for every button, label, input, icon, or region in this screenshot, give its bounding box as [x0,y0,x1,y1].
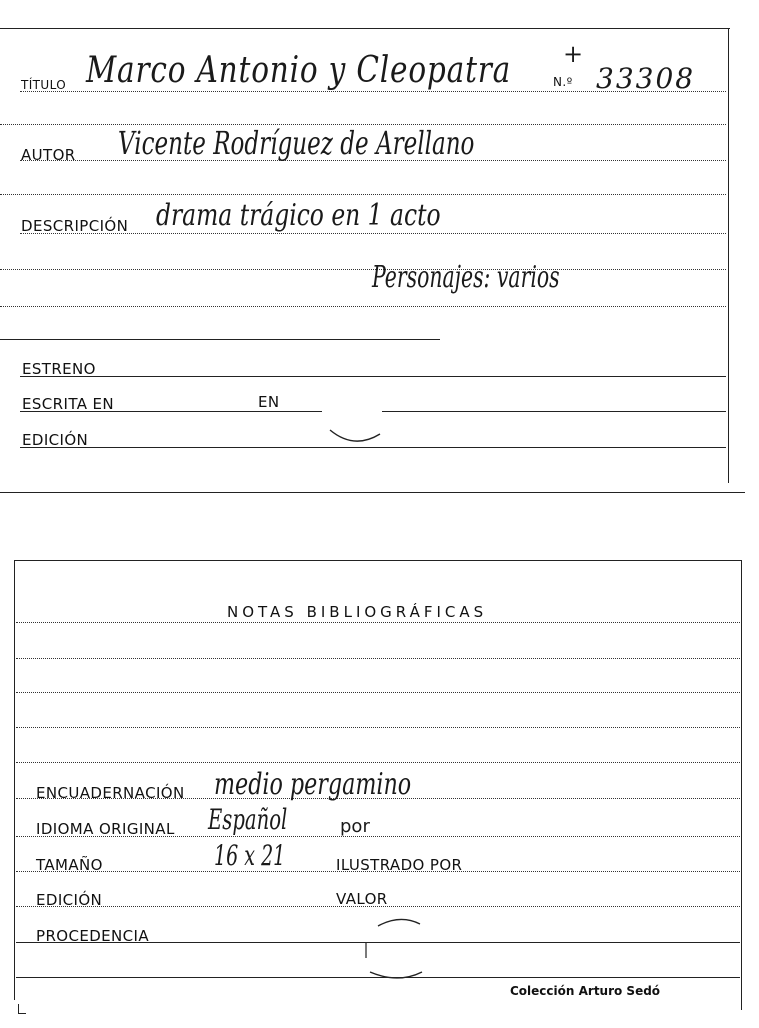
tamano-label: TAMAÑO [36,856,103,874]
descripcion-value: drama trágico en 1 acto [156,198,441,233]
estreno-label: ESTRENO [22,360,96,378]
idioma-label: IDIOMA ORIGINAL [36,820,175,838]
ruled-line [0,269,726,270]
card-top-border [0,28,730,29]
edicion-label: EDICIÓN [22,431,89,449]
numero-label: N.º [553,75,573,89]
encuadernacion-label: ENCUADERNACIÓN [36,784,185,802]
ruled-line [16,762,740,763]
autor-label: AUTOR [21,146,76,164]
catalog-card-top [0,28,745,493]
ilustrado-label: ILUSTRADO POR [336,856,463,874]
numero-value: 33308 [596,62,696,95]
ruled-line [0,194,726,195]
encuadernacion-value: medio pergamino [214,767,412,802]
ruled-line [0,339,440,340]
card-right-edge [741,560,742,1010]
titulo-value: Marco Antonio y Cleopatra [86,50,512,91]
ruled-line [16,727,740,728]
valor-label: VALOR [336,890,388,908]
edicion-label: EDICIÓN [36,891,103,909]
idioma-value: Español [208,803,288,836]
procedencia-label: PROCEDENCIA [36,927,150,945]
por-label: por [340,816,370,837]
ruled-line [0,306,726,307]
titulo-label: TÍTULO [21,78,67,92]
ruled-line [16,692,740,693]
card-right-edge [728,28,729,483]
credit-text: Colección Arturo Sedó [510,984,661,998]
en-label: EN [258,393,280,411]
catalog-card-bottom [14,560,744,1015]
stamp-circle [364,910,434,980]
card-left-edge [14,560,15,1000]
tamano-value: 16 x 21 [214,839,286,872]
ruled-line [16,658,740,659]
stamp-arc [326,426,386,446]
ruled-line [20,376,726,377]
notas-title: NOTAS BIBLIOGRÁFICAS [227,603,488,621]
personajes-value: Personajes: varios [372,260,560,295]
ruled-line [16,622,740,623]
ruled-line [382,411,726,412]
corner-mark [18,1013,26,1014]
ruled-line [20,447,726,448]
numero-mark: + [563,40,584,68]
descripcion-label: DESCRIPCIÓN [21,217,129,235]
card-bottom-border [0,492,745,493]
escrita-en-label: ESCRITA EN [22,395,115,413]
card-top-border [14,560,742,561]
autor-value: Vicente Rodríguez de Arellano [118,124,475,162]
